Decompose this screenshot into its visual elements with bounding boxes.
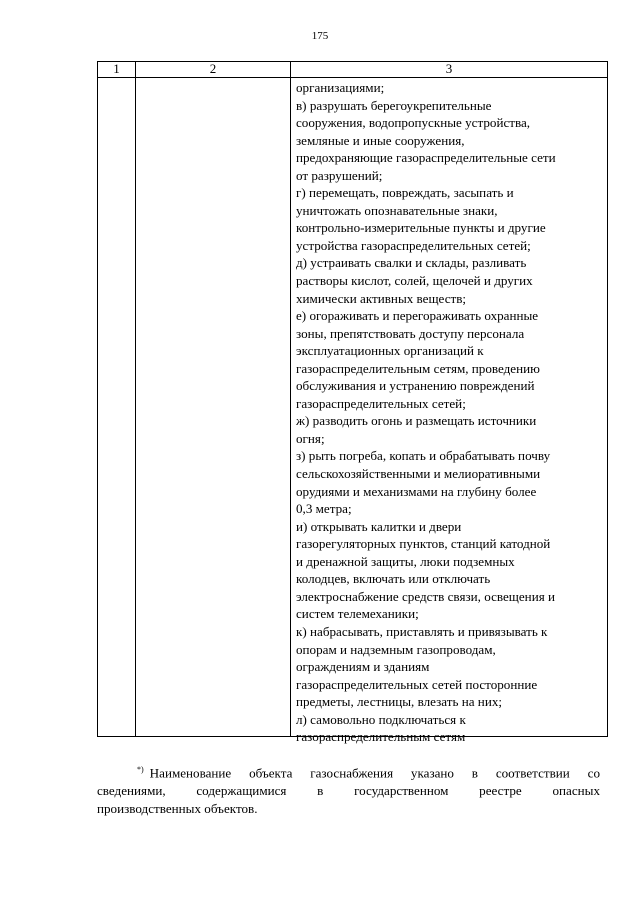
text-line: газораспределительным сетям [296,729,466,745]
text-line: контрольно-измерительные пункты и другие [296,220,546,236]
text-line: и дренажной защиты, люки подземных [296,553,515,569]
table-row [98,78,608,737]
text-line: систем телемеханики; [296,606,419,622]
table-header-row [98,62,608,78]
text-line: д) устраивать свалки и склады, разливать [296,255,527,271]
page-number: 175 [311,30,329,42]
text-line: земляные и иные сооружения, [296,132,465,148]
text-line: предохраняющие газораспределительные сети [296,150,556,166]
text-line: орудиями и механизмами на глубину более [296,483,537,499]
column-header-1: 1 [98,62,136,78]
requirements-table [97,61,608,745]
text-line: химически активных веществ; [296,290,467,306]
text-line: ограждениям и зданиям [296,659,430,675]
text-line: от разрушений; [296,167,383,183]
text-line: колодцев, включать или отключать [296,571,491,587]
table-cell-col3 [291,78,608,745]
footnote-line-1 [97,761,600,782]
text-line: г) перемещать, повреждать, засыпать и [296,185,514,201]
text-line: сельскохозяйственными и мелиоративными [296,466,541,482]
text-line: огня; [296,430,325,446]
text-line: газораспределительным сетям, проведению [296,360,540,376]
text-line: растворы кислот, солей, щелочей и других [296,273,533,289]
text-line: опорам и надземным газопроводам, [296,641,496,657]
text-line: эксплуатационных организаций к [296,343,484,359]
restrictions-text [291,78,607,745]
text-line: л) самовольно подключаться к [296,711,466,727]
footnote-text-1: Наименование объекта газоснабжения указано в соответствии со [149,765,600,781]
text-line: з) рыть погреба, копать и обрабатывать почву [296,448,551,464]
footnote-line-3: производственных объектов. [97,801,258,817]
table-cell-col2 [136,78,291,737]
text-line: обслуживания и устранению повреждений [296,378,535,394]
text-line: организациями; [296,80,385,95]
footnote-line-2: сведениями, содержащимися в государственном реестре опасных [97,783,600,799]
text-line: е) огораживать и перегораживать охранные [296,308,539,324]
text-line: газорегуляторных пунктов, станций катодной [296,536,551,552]
column-header-2: 2 [136,62,291,78]
column-header-3: 3 [291,62,608,78]
text-line: газораспределительных сетей посторонние [296,676,538,692]
text-line: ж) разводить огонь и размещать источники [296,413,537,429]
text-line: уничтожать опознавательные знаки, [296,202,498,218]
footnote-mark: *) [137,765,144,774]
text-line: предметы, лестницы, влезать на них; [296,694,503,710]
footnote [97,761,600,818]
text-line: зоны, препятствовать доступу персонала [296,325,525,341]
text-line: в) разрушать берегоукрепительные [296,97,492,113]
text-line: устройства газораспределительных сетей; [296,237,531,253]
text-line: электроснабжение средств связи, освещения и [296,588,556,604]
text-line: газораспределительных сетей; [296,395,466,411]
table-cell-col1 [98,78,136,737]
text-line: и) открывать калитки и двери [296,518,462,534]
text-line: к) набрасывать, приставлять и привязывать к [296,623,548,639]
text-line: 0,3 метра; [296,501,352,517]
text-line: сооружения, водопропускные устройства, [296,115,531,131]
